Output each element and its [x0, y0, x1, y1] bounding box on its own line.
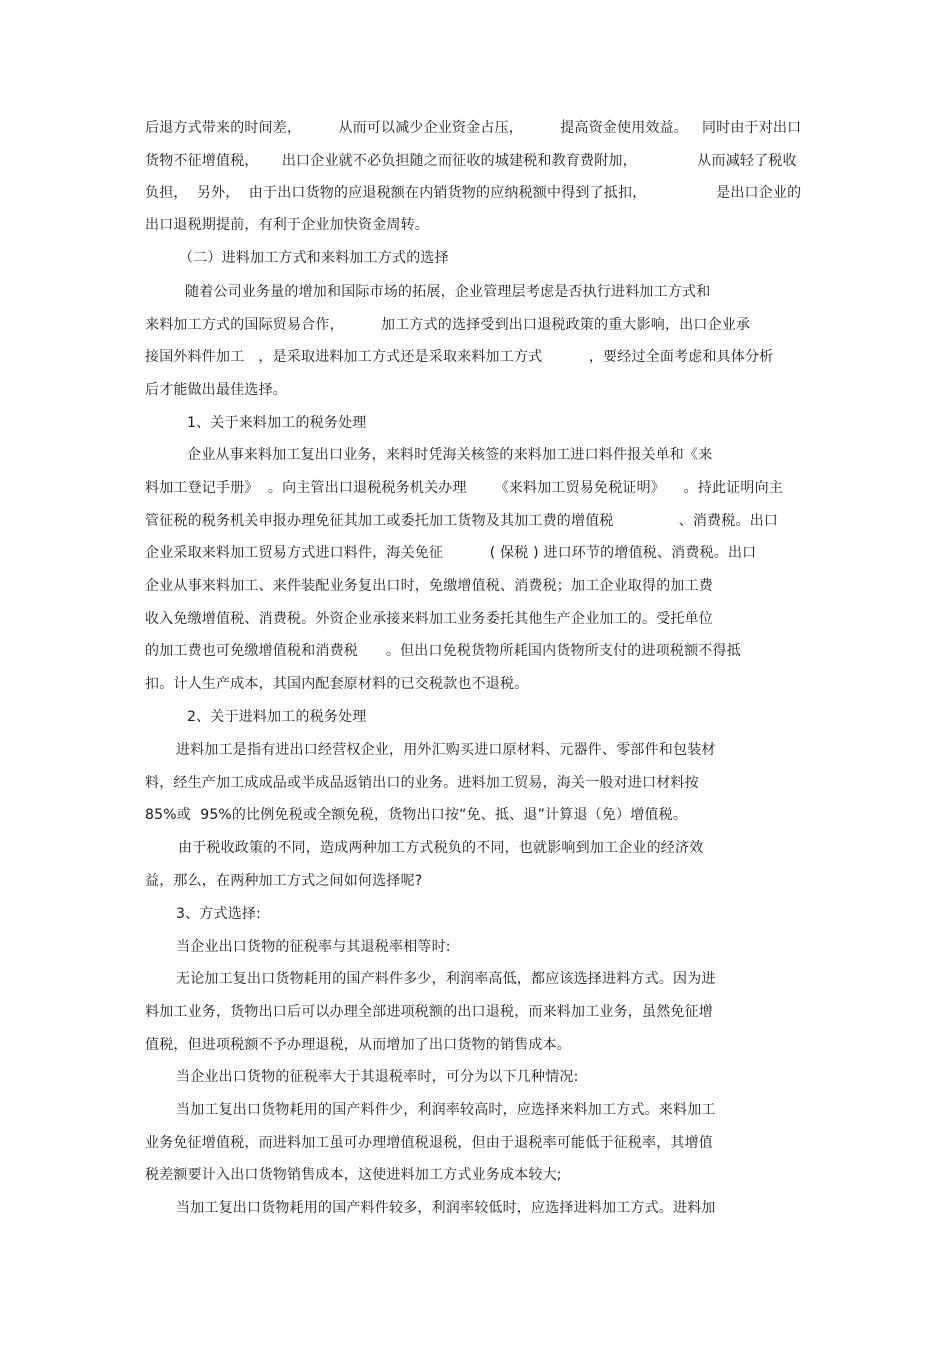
text-line: 随着公司业务量的增加和国际市场的拓展，企业管理层考虑是否执行进料加工方式和 — [185, 284, 711, 300]
text-line: 进料加工是指有进出口经营权企业，用外汇购买进口原材料、元器件、零部件和包装材 — [176, 742, 716, 758]
text-line: 业务免征增值税，而进料加工虽可办理增值税退税，但由于退税率可能低于征税率，其增值 — [145, 1135, 713, 1151]
text-line: 企业从事来料加工、来件装配业务复出口时，免缴增值税、消费税；加工企业取得的加工费 — [145, 578, 713, 594]
text-line: 管征税的税务机关申报办理免征其加工或委托加工货物及其加工费的增值税 、消费税。出口 — [145, 513, 779, 529]
text-line: 货物不征增值税， 出口企业就不必负担随之而征收的城建税和教育费附加， 从而减轻了税收 — [145, 153, 797, 169]
text-line: 益，那么，在两种加工方式之间如何选择呢? — [145, 873, 423, 889]
text-line: 后退方式带来的时间差， 从而可以减少企业资金占压， 提高资金使用效益。 同时由于对出口 — [145, 120, 802, 136]
text-line: 出口退税期提前，有利于企业加快资金周转。 — [145, 217, 429, 233]
section-heading: 3、方式选择: — [176, 906, 262, 922]
section-heading: （二）进料加工方式和来料加工方式的选择 — [179, 250, 449, 266]
text-line: 税差额要计入出口货物销售成本，这使进料加工方式业务成本较大; — [145, 1167, 562, 1183]
text-line: 来料加工方式的国际贸易合作， 加工方式的选择受到出口退税政策的重大影响，出口企业承 — [145, 317, 751, 333]
text-line: 企业从事来料加工复出口业务，来料时凭海关核签的来料加工进口料件报关单和《来 — [187, 447, 713, 463]
text-line: 无论加工复出口货物耗用的国产料件多少，利润率高低，都应该选择进料方式。因为进 — [176, 971, 716, 987]
text-line: 料加工登记手册》 。向主管出口退税税务机关办理 《来料加工贸易免税证明》 。持此证明向主 — [145, 480, 783, 496]
text-line: 当企业出口货物的征税率与其退税率相等时: — [176, 939, 451, 955]
text-line: 85%或 95%的比例免税或全额免税，货物出口按“免、抵、退”计算退（免）增值税。 — [145, 807, 688, 823]
text-line: 由于税收政策的不同，造成两种加工方式税负的不同，也就影响到加工企业的经济效 — [178, 840, 704, 856]
text-line: 当企业出口货物的征税率大于其退税率时，可分为以下几种情况: — [176, 1069, 579, 1085]
text-line: 扣。计人生产成本，其国内配套原材料的已交税款也不退税。 — [145, 676, 529, 692]
text-line: 企业采取来料加工贸易方式进口料件，海关免征 ( 保税 ) 进口环节的增值税、消费税。出口 — [145, 545, 757, 561]
text-line: 值税，但进项税额不予办理退税，从而增加了出口货物的销售成本。 — [145, 1037, 571, 1053]
section-heading: 2、关于进料加工的税务处理 — [187, 709, 367, 725]
text-line: 当加工复出口货物耗用的国产料件少，利润率较高时，应选择来料加工方式。来料加工 — [176, 1102, 716, 1118]
text-line: 当加工复出口货物耗用的国产料件较多，利润率较低时，应选择进料加工方式。进料加 — [176, 1200, 716, 1216]
text-line: 收入免缴增值税、消费税。外资企业承接来料加工业务委托其他生产企业加工的。受托单位 — [145, 611, 713, 627]
text-line: 料，经生产加工成成品或半成品返销出口的业务。进料加工贸易，海关一般对进口材料按 — [145, 775, 699, 791]
text-line: 的加工费也可免缴增值税和消费税 。但出口免税货物所耗国内货物所支付的进项税额不得抵 — [145, 643, 741, 659]
text-line: 接国外料件加工 ，是采取进料加工方式还是采取来料加工方式 ，要经过全面考虑和具体分析 — [145, 349, 774, 365]
text-line: 负担， 另外， 由于出口货物的应退税额在内销货物的应纳税额中得到了抵扣， 是出口企业的 — [145, 185, 802, 201]
text-line: 料加工业务，货物出口后可以办理全部进项税额的出口退税，而来料加工业务，虽然免征增 — [145, 1004, 713, 1020]
text-line: 后才能做出最佳选择。 — [145, 382, 287, 398]
section-heading: 1、关于来料加工的税务处理 — [187, 415, 367, 431]
